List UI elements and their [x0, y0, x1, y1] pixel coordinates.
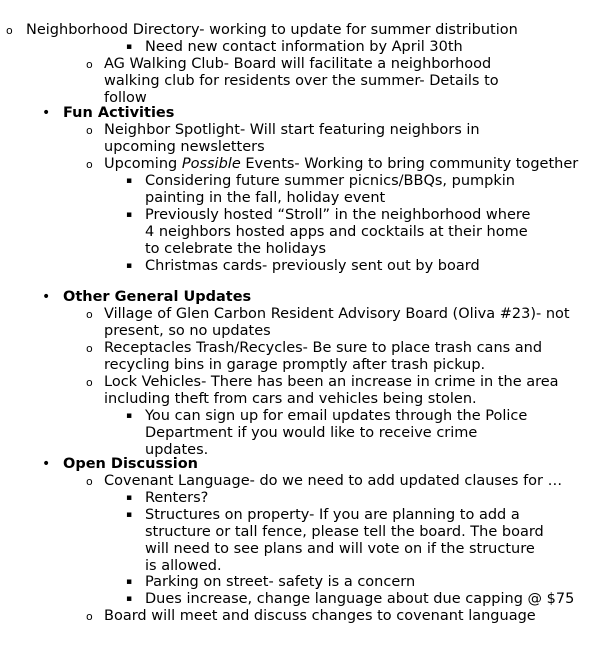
list-item — [86, 306, 589, 340]
list-item — [6, 22, 586, 39]
open-discussion-heading: Open Discussion — [63, 456, 198, 472]
list-item — [126, 507, 545, 575]
receptacles-text: Receptacles Trash/Recycles- Be sure to place trash cans and recycling bins in garage promptly after trash pickup. — [104, 340, 543, 373]
square-bullet-icon: ▪ — [126, 42, 133, 52]
circle-bullet-icon: o — [86, 158, 93, 171]
renters-text: Renters? — [145, 490, 209, 506]
list-item — [86, 473, 584, 490]
list-item — [86, 56, 544, 107]
circle-bullet-icon: o — [86, 610, 93, 623]
section-heading — [42, 105, 563, 122]
list-item — [126, 258, 545, 275]
square-bullet-icon: ▪ — [126, 577, 133, 587]
upcoming-possible-text: Possible — [181, 156, 241, 172]
section-heading — [42, 456, 563, 473]
circle-bullet-icon: o — [86, 342, 93, 355]
list-item — [126, 591, 585, 608]
list-item — [126, 173, 545, 207]
board-meet-text: Board will meet and discuss changes to covenant language — [104, 608, 536, 624]
neighborhood-directory-text: Neighborhood Directory- working to update for summer distribution — [26, 22, 518, 38]
circle-bullet-icon: o — [86, 58, 93, 71]
glen-carbon-text: Village of Glen Carbon Resident Advisory Board (Oliva #23)- not present, so no updates — [104, 306, 570, 339]
list-item — [126, 207, 540, 258]
square-bullet-icon: ▪ — [126, 510, 133, 520]
disc-bullet-icon: • — [42, 105, 51, 121]
picnics-text: Considering future summer picnics/BBQs, pumpkin painting in the fall, holiday event — [145, 173, 515, 206]
neighbor-spotlight-text: Neighbor Spotlight- Will start featuring neighbors in upcoming newsletters — [104, 122, 480, 155]
disc-bullet-icon: • — [42, 289, 51, 305]
lock-vehicles-text: Lock Vehicles- There has been an increase in crime in the area including theft from cars and vehicles being stolen. — [104, 374, 559, 407]
other-updates-heading: Other General Updates — [63, 289, 252, 305]
circle-bullet-icon: o — [86, 124, 93, 137]
list-item — [86, 156, 584, 173]
list-item — [86, 374, 574, 408]
upcoming-pre-text: Upcoming — [104, 156, 182, 172]
structures-text: Structures on property- If you are planning to add a structure or tall fence, please tell the board. The board will need to see plans and will vote on if the structure is allowed. — [145, 507, 544, 574]
dues-text: Dues increase, change language about due capping @ $75 — [145, 591, 575, 607]
list-item — [126, 490, 545, 507]
covenant-text: Covenant Language- do we need to add updated clauses for … — [104, 473, 563, 489]
square-bullet-icon: ▪ — [126, 261, 133, 271]
square-bullet-icon: ▪ — [126, 594, 133, 604]
circle-bullet-icon: o — [86, 308, 93, 321]
circle-bullet-icon: o — [86, 475, 93, 488]
section-heading — [42, 289, 563, 306]
list-item — [126, 39, 585, 56]
list-item — [86, 122, 554, 156]
list-item — [86, 340, 574, 374]
list-item — [126, 574, 565, 591]
contact-info-text: Need new contact information by April 30th — [145, 39, 463, 55]
christmas-cards-text: Christmas cards- previously sent out by board — [145, 258, 480, 274]
circle-bullet-icon: o — [6, 24, 13, 37]
list-item — [126, 408, 545, 459]
stroll-text: Previously hosted “Stroll” in the neighborhood where 4 neighbors hosted apps and cocktails at their home to celebrate the holidays — [145, 207, 531, 257]
upcoming-events-text — [104, 156, 584, 173]
parking-text: Parking on street- safety is a concern — [145, 574, 416, 590]
email-updates-text: You can sign up for email updates through the Police Department if you would like to receive crime updates. — [145, 408, 528, 458]
disc-bullet-icon: • — [42, 456, 51, 472]
square-bullet-icon: ▪ — [126, 411, 133, 421]
square-bullet-icon: ▪ — [126, 176, 133, 186]
upcoming-post-text: Events- Working to bring community together — [240, 156, 579, 172]
fun-activities-heading: Fun Activities — [63, 105, 175, 121]
square-bullet-icon: ▪ — [126, 493, 133, 503]
circle-bullet-icon: o — [86, 376, 93, 389]
square-bullet-icon: ▪ — [126, 210, 133, 220]
walking-club-text: AG Walking Club- Board will facilitate a neighborhood walking club for residents over the summer- Details to follow — [104, 56, 499, 106]
list-item — [86, 608, 584, 625]
